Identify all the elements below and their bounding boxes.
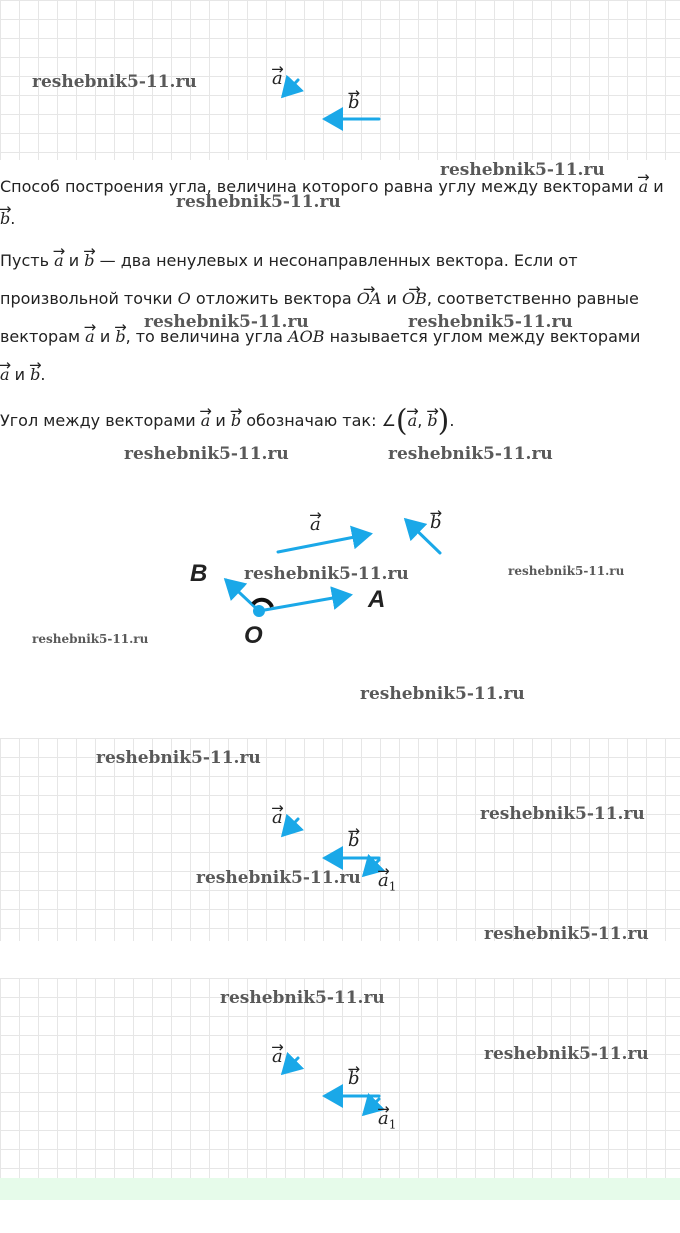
watermark: reshebnik5-11.ru (176, 192, 341, 212)
label-b-figure: → b (430, 508, 442, 533)
point-O-dot (253, 605, 265, 617)
watermark: reshebnik5-11.ru (484, 924, 649, 944)
vector-a-top (283, 80, 298, 96)
vector-OB (226, 580, 259, 611)
paragraph-notation: Угол между векторами → a и → b обозначаю так: ∠(→ a, → b). (0, 406, 454, 433)
watermark: reshebnik5-11.ru (480, 804, 645, 824)
label-a-figure: → a (310, 510, 321, 535)
watermark: reshebnik5-11.ru (220, 988, 385, 1008)
label-a1-panel3: → $a_1$ (378, 1104, 396, 1132)
label-a1-panel2: → $a_1$ (378, 866, 396, 894)
point-O-label: O (244, 622, 263, 649)
watermark: reshebnik5-11.ru (508, 564, 625, 578)
label-b-panel2: → b (348, 826, 360, 851)
vector-a-panel2 (283, 819, 298, 835)
vector-OA (259, 595, 350, 611)
point-B-label: B (190, 560, 208, 587)
watermark: reshebnik5-11.ru (484, 1044, 649, 1064)
watermark: reshebnik5-11.ru (244, 564, 409, 584)
paragraph-method: Способ построения угла, величина которого равна углу между векторами → a и (0, 172, 664, 198)
watermark: reshebnik5-11.ru (360, 684, 525, 704)
label-a-panel3: → a (272, 1042, 283, 1067)
paragraph-let-line2: произвольной точки O отложить вектора → OA и → OB, соответственно равные (0, 284, 639, 310)
watermark: reshebnik5-11.ru (408, 312, 573, 332)
watermark: reshebnik5-11.ru (196, 868, 361, 888)
label-a-top: → a (272, 64, 283, 89)
watermark: reshebnik5-11.ru (388, 444, 553, 464)
point-A-label: A (368, 586, 386, 613)
vector-a-panel3 (283, 1058, 298, 1073)
watermark: reshebnik5-11.ru (124, 444, 289, 464)
label-a-panel2: → a (272, 803, 283, 828)
paragraph-let-line3: векторам → a и → b, то величина угла AOB называется углом между векторами (0, 322, 640, 348)
label-b-top: → b (348, 88, 360, 113)
watermark: reshebnik5-11.ru (144, 312, 309, 332)
watermark: reshebnik5-11.ru (440, 160, 605, 180)
label-b-panel3: → b (348, 1064, 360, 1089)
paragraph-let-line4: → a и → b. (0, 360, 45, 386)
paragraph-method-cont: → b. (0, 204, 15, 230)
paragraph-let: Пусть → a и → b — два ненулевых и несонаправленных вектора. Если от (0, 246, 578, 272)
watermark: reshebnik5-11.ru (32, 632, 149, 646)
vector-a-figure (278, 534, 370, 552)
watermark: reshebnik5-11.ru (32, 72, 197, 92)
watermark: reshebnik5-11.ru (96, 748, 261, 768)
